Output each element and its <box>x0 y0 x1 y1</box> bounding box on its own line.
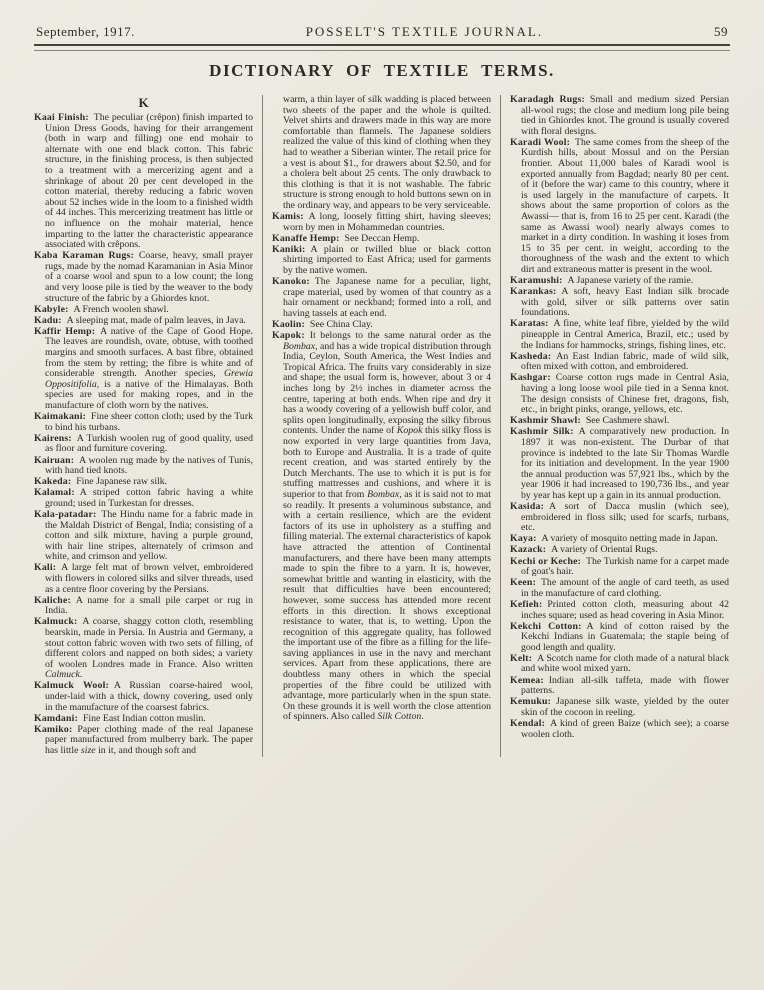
entry-term: Kaba Karaman Rugs: <box>34 250 134 262</box>
entry-term: Kairuan: <box>34 454 75 466</box>
dictionary-entry: Kemea: Indian all-silk taffeta, made with flower patterns. <box>510 674 729 697</box>
entry-term: Kaai Finish: <box>34 112 89 123</box>
entry-term: Karankas: <box>510 286 557 298</box>
dictionary-entry: Kemuku: Japanese silk waste, yielded by the outer skin of the cocoon in reeling. <box>510 696 729 718</box>
entry-term: Kapok: <box>272 330 305 342</box>
dictionary-entry: Kaimakani: Fine sheer cotton cloth; used by the Turk to bind his turbans. <box>34 411 253 433</box>
dictionary-entry: Kashgar: Coarse cotton rugs made in Central Asia, having a long loose wool pile tied in a Senna knot. The design consists of Chinese fret, dragons, fish, etc., in bright pinks, orange, yellows, etc. <box>510 372 729 416</box>
entry-term: Kaffir Hemp: <box>34 325 96 337</box>
entry-term: Kelt: <box>510 652 533 664</box>
dictionary-entry: Kairuan: A woolen rug made by the natives of Tunis, with hand tied knots. <box>34 454 253 477</box>
dictionary-entry: warm, a thin layer of silk wadding is placed between two sheets of the paper and the whole is quilted. Velvet shirts and drawers made in this way are more comfortable than flannels. The Japanese soldiers realized the value of this kind of clothing when they had to weather a Siberian winter. The retail price for a vest is about $1., for drawers about $2.50, and for a cholera belt about 25 cents. The only drawback to this clothing is that it is not washable. The fabric structure is strong enough to hold buttons sewn on in the ordinary way, and appears to be very serviceable. <box>283 94 491 211</box>
dictionary-entry: Kali: A large felt mat of brown velvet, embroidered with flowers in colored silks and silver threads, used as a centre floor covering by the Persians. <box>34 562 253 595</box>
dictionary-entry: Kaya: A variety of mosquito netting made in Japan. <box>510 533 718 545</box>
dictionary-entry: Kamiko: Paper clothing made of the real Japanese paper manufactured from mulberry bark. The paper has little size in it, and though soft and <box>34 723 253 757</box>
entry-term: Kalmuck: <box>34 616 78 628</box>
entry-term: Kasheda: <box>510 350 552 362</box>
dictionary-entry: Kala-patadar: The Hindu name for a fabric made in the Maldah District of Bengal, India; consisting of a cotton and silk mixture, having a purple ground, with hair line stripes, alternately of crimson and white, and crimson and yellow. <box>34 508 253 563</box>
dictionary-entry: Karamushi: A Japanese variety of the ramie. <box>510 275 694 287</box>
entry-term: Kechi or Keche: <box>510 555 582 567</box>
entry-term: Karadagh Rugs: <box>510 94 586 105</box>
dictionary-entry: Kashmir Silk: A comparatively new production. In 1897 it was non-existent. The Durbar of that province is indebted to the late Sir Thomas Wardle for its initiation and development. In the year 1900 the annual production was 57,921 lbs., which by the year 1906 it had increased to 190,736 lbs., and year by year has kept up a gain in its annual production. <box>510 426 729 501</box>
dictionary-entry: Kefieh: Printed cotton cloth, measuring about 42 inches square; used as head covering in Asia Minor. <box>510 598 729 621</box>
entry-term: Kala-patadar: <box>34 508 97 520</box>
entry-term: Kashmir Silk: <box>510 426 574 438</box>
entry-term: Kanaffe Hemp: <box>272 232 340 244</box>
entry-term: Kamdani: <box>34 712 79 724</box>
entry-term: Kemuku: <box>510 696 552 708</box>
dictionary-entry: Kamis: A long, loosely fitting shirt, having sleeves; worn by men in Mohammedan countries. <box>272 211 491 233</box>
entry-term: Kamis: <box>272 211 304 223</box>
dictionary-entry: Kabyle: A French woolen shawl. <box>34 303 169 315</box>
entry-term: Kanoko: <box>272 276 310 288</box>
entry-term: Kamiko: <box>34 723 73 735</box>
page-number: 59 <box>714 24 728 39</box>
entry-term: Kalmuck Wool: <box>34 680 110 692</box>
dictionary-entry: Karadi Wool: The same comes from the sheep of the Kurdish hills, about Mossul and on the Persian frontier. About 11,000 bales of Karadi wool is exported annually from Bagdad; nearly 80 per cent. of it (before the war) came to this country, where it is used largely in the manufacture of carpets. It shows about the same proportion of colors as the Awassi— that is, from 16 to 25 per cent. Karadi (the same as Awassi wool) nearly always comes to market in a dirty condition. In washing it loses from 15 to 35 per cent. in weight, according to the thoroughness of the wash and the extent to which dirt and extraneous matter is present in the wool. <box>510 136 729 275</box>
entry-term: Kekchi Cotton: <box>510 620 582 632</box>
column-1 <box>34 95 253 757</box>
page-header <box>34 24 730 44</box>
dictionary-entry: Karankas: A soft, heavy East Indian silk brocade with gold, silver or silk patterns over satin foundations. <box>510 286 729 319</box>
entry-term: Kabyle: <box>34 303 69 315</box>
page-title: DICTIONARY OF TEXTILE TERMS. <box>209 61 555 80</box>
dictionary-entry: Kanoko: The Japanese name for a peculiar, light, crape material, used by women of that country as a hair ornament or neckband; formed into a roll, and having tassels at each end. <box>272 276 491 319</box>
dictionary-entry: Kazack: A variety of Oriental Rugs. <box>510 544 658 556</box>
dictionary-entry: Kaba Karaman Rugs: Coarse, heavy, small prayer rugs, made by the nomad Karamanian in Asia Minor of a coarse wool and spun to a low count; the long and very loose pile is tied by the weaver to the body structure of the fabric by a Ghiordes knot. <box>34 250 253 304</box>
dictionary-entry: Keen: The amount of the angle of card teeth, as used in the manufacture of card clothing. <box>510 577 729 599</box>
dictionary-entry: Kashmir Shawl: See Cashmere shawl. <box>510 415 670 427</box>
journal-name: POSSELT'S TEXTILE JOURNAL. <box>305 24 544 39</box>
dictionary-entry: Kasida: A sort of Dacca muslin (which see), embroidered in floss silk; used for scarfs, turbans, etc. <box>510 501 729 534</box>
dictionary-entry: Kaffir Hemp: A native of the Cape of Good Hope. The leaves are roundish, ovate, obtuse, with toothed margins and smooth surfaces. A bast fibre, obtained from the stem by retting; the fibre is white and of considerable strength. Another species, Grewia Oppositifolia, is a native of the Himalayas. Both species are used for making ropes, and in the manufacture of cloth worn by the natives. <box>34 325 253 412</box>
entry-term: Kairens: <box>34 432 72 444</box>
text-columns <box>34 95 730 757</box>
section-letter: K <box>138 95 149 110</box>
dictionary-entry: Kechi or Keche: The Turkish name for a carpet made of goat's hair. <box>510 555 729 578</box>
entry-term: Kashgar: <box>510 372 551 384</box>
entry-term: Kefieh: <box>510 598 543 610</box>
entry-term: Kakeda: <box>34 476 72 488</box>
dictionary-entry: Kaai Finish: The peculiar (crêpon) finish imparted to Union Dress Goods, having for their arrangement (both in warp and filling) one end mohair to alternate with one end black cotton. This fabric structure, in the finishing process, is then subjected to a treatment with a mercerizing agent and a shrinkage of about 20 per cent developed in the cotton material, thereby reducing a fabric woven about 52 inches wide in the loom to a finished width of 44 inches. This mercerizing treatment has little or no influence on the mohair material, hence imparting to the latter the characteristic appearance associated with crêpons. <box>34 112 254 251</box>
entry-term: Kali: <box>34 562 57 574</box>
dictionary-entry: Kanaffe Hemp: See Deccan Hemp. <box>272 232 420 244</box>
issue-date: September, 1917. <box>36 24 135 39</box>
entry-term: Kaliche: <box>34 594 71 606</box>
entry-term: Kazack: <box>510 544 547 556</box>
entry-term: Kaya: <box>510 533 537 545</box>
dictionary-entry: Kaliche: A name for a small pile carpet or rug in India. <box>34 594 253 617</box>
column-3 <box>500 95 729 757</box>
dictionary-entry: Kekchi Cotton: A kind of cotton raised by the Kekchi Indians in Guatemala; the staple being of good length and quality. <box>510 620 730 653</box>
header-rule <box>34 44 730 51</box>
entry-term: Kemea: <box>510 674 544 686</box>
dictionary-entry: Kakeda: Fine Japanese raw silk. <box>34 476 168 488</box>
entry-term: Karatas: <box>510 318 549 330</box>
entry-term: Kasida: <box>510 501 545 513</box>
entry-term: Kadu: <box>34 314 62 326</box>
entry-term: Kaimakani: <box>34 411 87 423</box>
entry-term: Kalamal: <box>34 487 75 499</box>
dictionary-entry: Kadu: A sleeping mat, made of palm leaves, in Java. <box>34 314 246 326</box>
dictionary-entry: Kelt: A Scotch name for cloth made of a natural black and white wool mixed yarn. <box>510 652 729 675</box>
dictionary-entry: Kendal: A kind of green Baize (which see); a coarse woolen cloth. <box>510 717 729 740</box>
dictionary-entry: Kairens: A Turkish woolen rug of good quality, used as floor and furniture covering. <box>34 432 253 455</box>
dictionary-entry: Karatas: A fine, white leaf fibre, yielded by the wild pineapple in Central America, Brazil, etc.; used by the Indians for hammocks, strings, fishing lines, etc. <box>510 318 729 351</box>
entry-term: Karamushi: <box>510 275 563 287</box>
entry-term: Kaolin: <box>272 318 305 330</box>
dictionary-entry: Kalmuck Wool: A Russian coarse-haired wool, under-laid with a thick, downy covering, used only in the manufacture of the coarsest fabrics. <box>34 680 253 713</box>
dictionary-entry: Kalamal: A striped cotton fabric having a white ground; used in Turkestan for dresses. <box>34 487 253 509</box>
dictionary-entry: Kapok: It belongs to the same natural order as the Bombax, and has a wide tropical distribution through India, Ceylon, South America, the West Indies and Tropical Africa. The fruits vary considerably in size and shape; the usual form is, however, about 3 or 4 inches long by 2½ inches in diameter across the centre, tapering at both ends. When ripe and dry it has a woody covering of a yellowish buff color, and splits open longitudinally, exposing the silky fibrous contents. Under the name of Kopok this silky floss is now exported in very large quantities from Java, both to Europe and Australia. It is a trade of quite recent creation, and was started entirely by the Dutch Merchants. The use to which it is put is for stuffing mattresses and cushions, and where it is superior to that from Bombax, as it is said not to mat so readily. It presents a voluminous substance, and with a certain resilience, which are the evident factors of its use in upholstery as a stuffing and filling material. The external characteristics of kapok have attracted the attention of Continental manufacturers, and there have been many attempts made to spin the fibre to a yarn. It is, however, somewhat brittle and wanting in elasticity, with the result that difficulties have been encountered; however, some success has attended more recent efforts in this direction. It shows exceptional resistance to water, that is, to wetting. Upon the recognition of this aggregate quality, has followed the important use of the fibre as a filling for the life-saving appliances in use in the navy and merchant services. Apart from these applications, there are doubtless many others in which the special properties of the fibre could be utilized with advantage, more particularly when in the spun state. On these grounds it is well worth the close attention of spinners. Also called Silk Cotton. <box>272 330 491 723</box>
entry-term: Karadi Wool: <box>510 136 571 148</box>
column-2 <box>262 95 491 757</box>
dictionary-entry: Kaniki: A plain or twilled blue or black cotton shirting imported to East Africa; used for garments by the native women. <box>272 243 491 276</box>
dictionary-entry: Kasheda: An East Indian fabric, made of wild silk, often mixed with cotton, and embroidered. <box>510 350 729 373</box>
entry-term: Kaniki: <box>272 243 306 255</box>
dictionary-entry: Karadagh Rugs: Small and medium sized Persian all-wool rugs; the close and medium long pile being tied in Ghiordes knot. The ground is usually covered with floral designs. <box>510 94 729 137</box>
entry-term: Kashmir Shawl: <box>510 415 581 427</box>
dictionary-entry: Kalmuck: A coarse, shaggy cotton cloth, resembling bearskin, made in Persia. In Austria and Germany, a stout cotton fabric woven with two sets of filling, of different colors and napped on both sides; a variety of woolen Londres made in France. Also written Calmuck. <box>34 616 253 681</box>
entry-term: Kendal: <box>510 717 546 729</box>
dictionary-entry: Kaolin: See China Clay. <box>272 318 373 330</box>
dictionary-entry: Kamdani: Fine East Indian cotton muslin. <box>34 712 206 724</box>
entry-term: Keen: <box>510 577 537 589</box>
